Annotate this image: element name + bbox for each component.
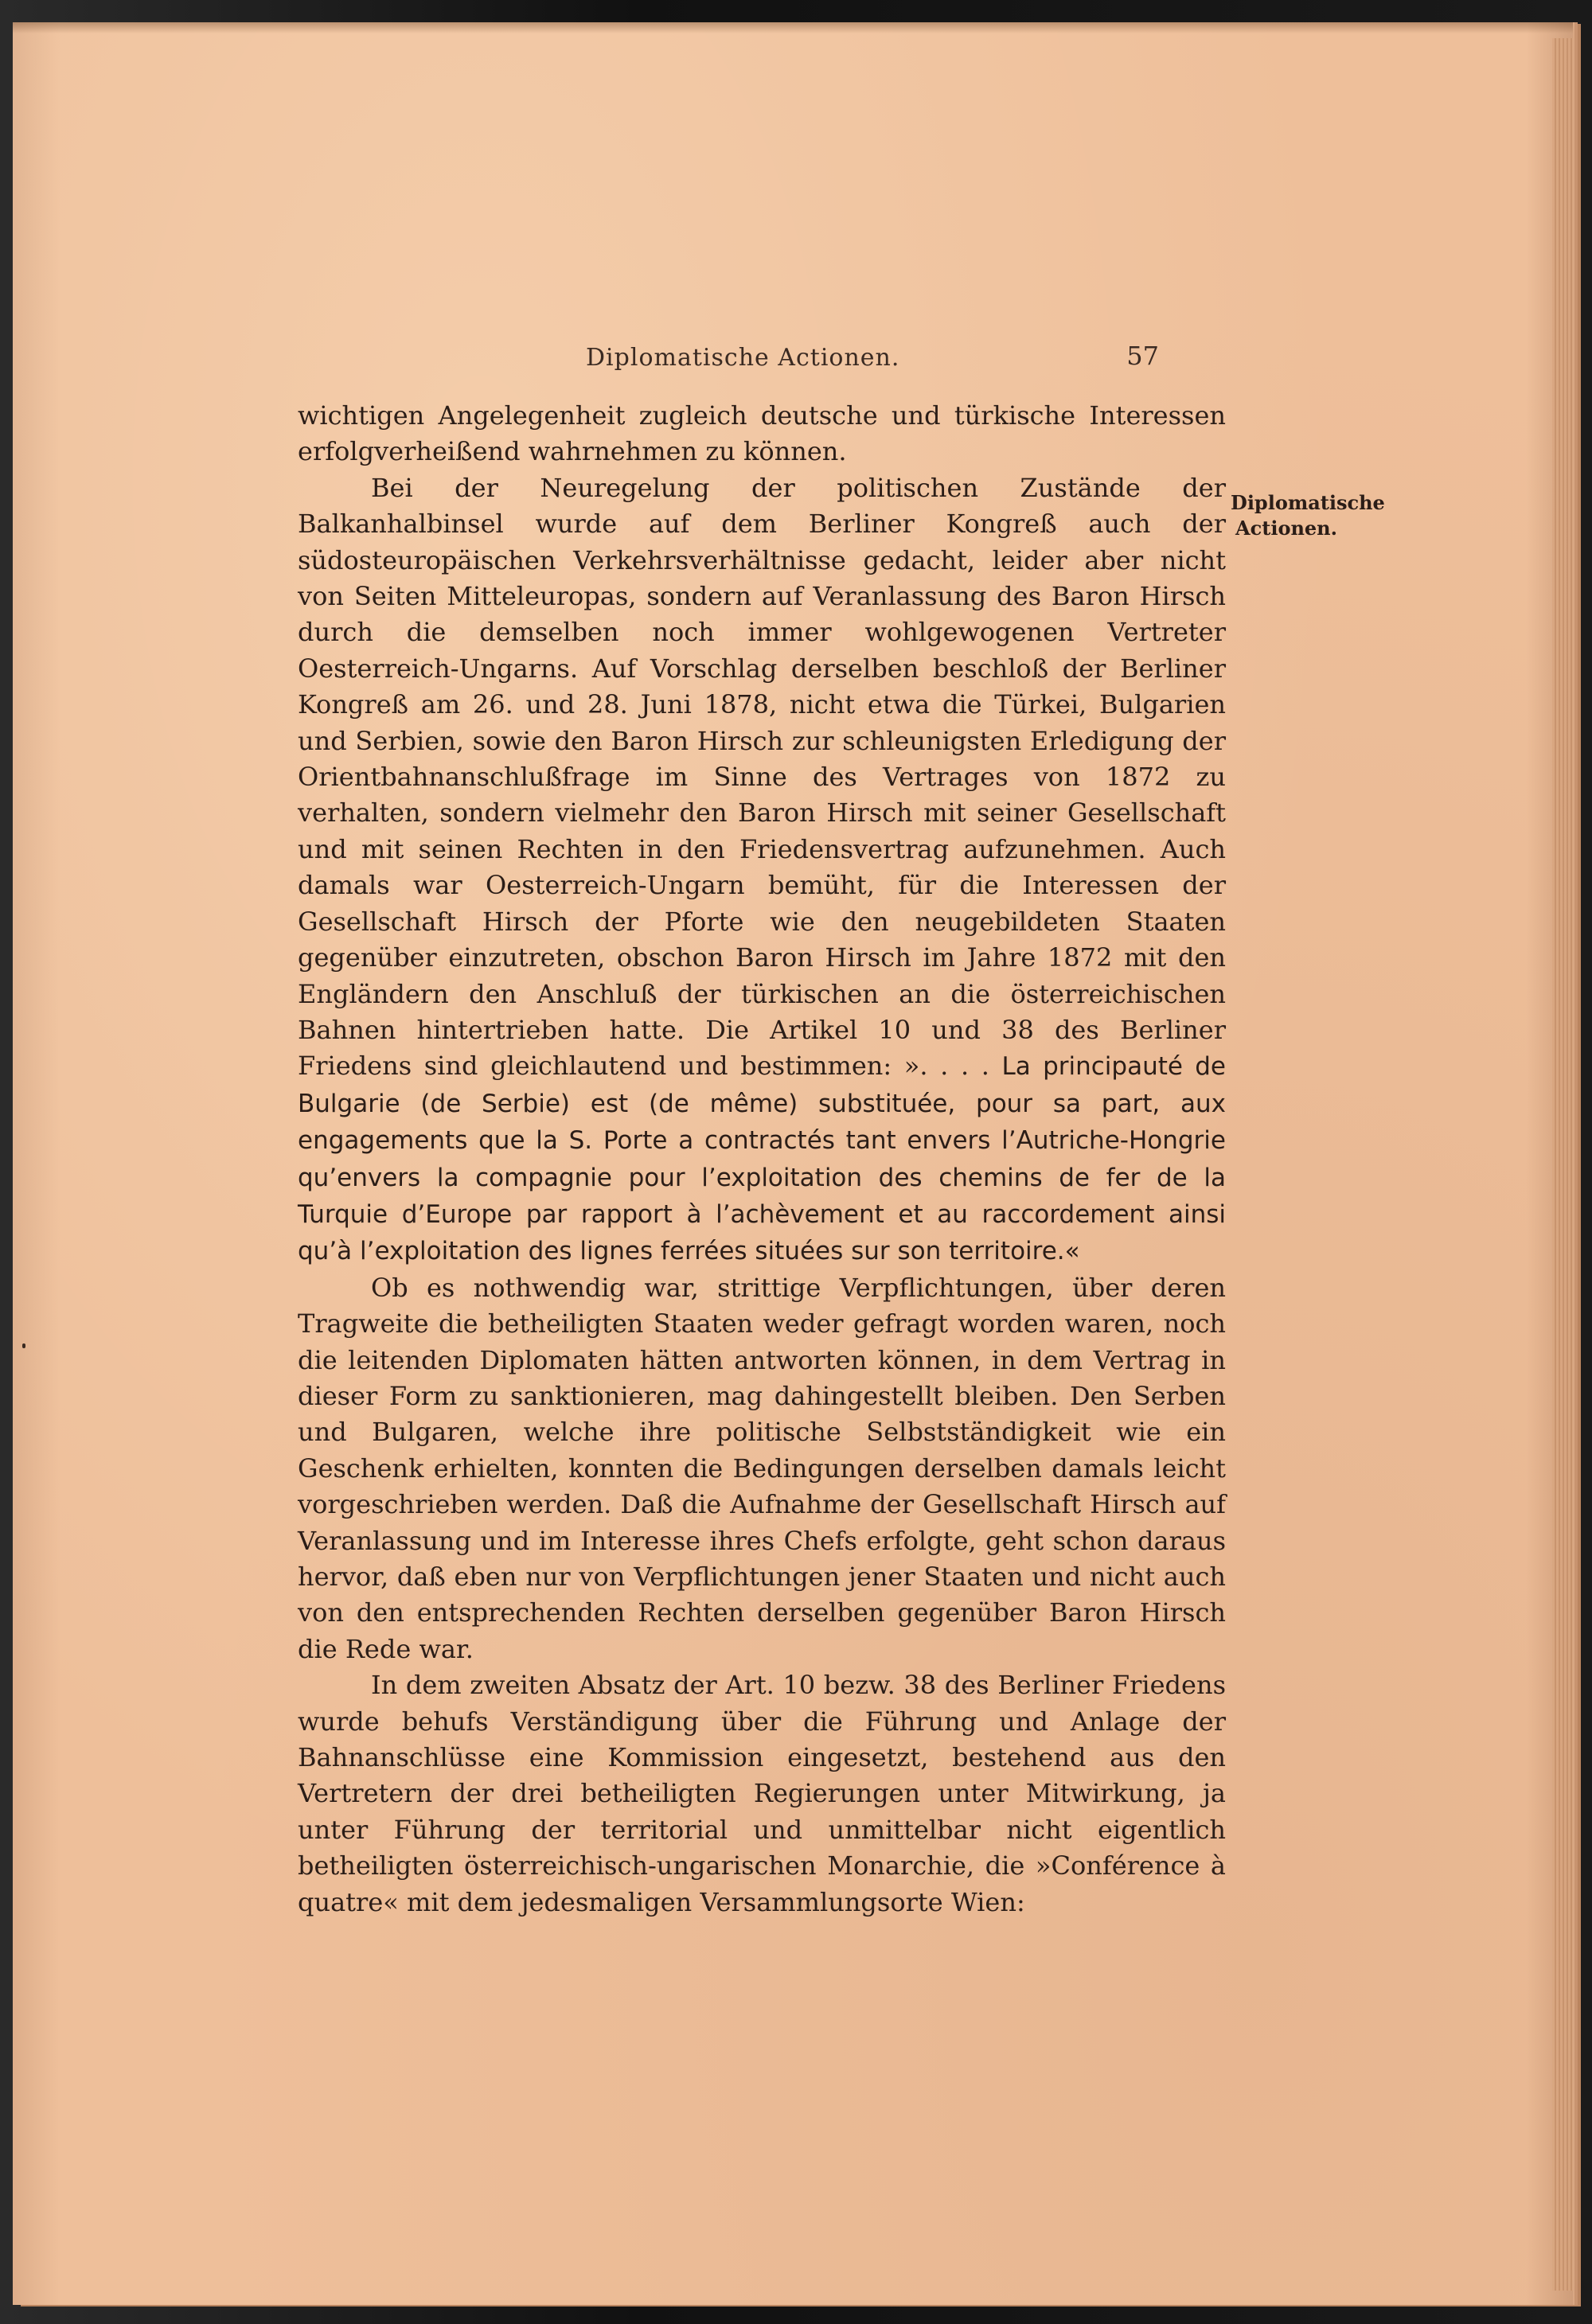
- page-number: 57: [1126, 341, 1159, 371]
- running-title: Diplomatische Actionen.: [586, 344, 900, 372]
- binding-mark: [22, 1343, 25, 1348]
- page-stack-edge: [1552, 38, 1573, 2291]
- paragraph: Ob es nothwendig war, strittige Verpflichtungen, über deren Tragweite die betheiligten Staaten weder gefragt worden waren, noch die leitenden Diplomaten hätten antworten können, in dem Vertrag in dieser Form zu sanktionieren, mag dahingestellt bleiben. Den Serben und Bulgaren, welche ihre politische Selbstständigkeit wie ein Geschenk erhielten, konnten die Bedingungen derselben damals leicht vorgeschrieben werden. Daß die Aufnahme der Gesellschaft Hirsch auf Veranlassung und im Interesse ihres Chefs erfolgte, geht schon daraus hervor, daß eben nur von Verpflichtungen jener Staaten und nicht auch von den entsprechenden Rechten derselben gegenüber Baron Hirsch die Rede war.: [298, 1272, 1226, 1664]
- margin-note: [1231, 490, 1385, 541]
- body-text: [298, 398, 1226, 1920]
- margin-note-line: Diplomatische: [1231, 491, 1385, 514]
- french-quotation: La principauté de Bulgarie (de Serbie) est (de même) substituée, pour sa part, aux engagements que la S. Porte a contractés tant envers l’Autriche-Hongrie qu’envers la compagnie pour l’exploitation des chemins de fer de la Turquie d’Europe par rapport à l’achèvement et au raccordement ainsi qu’à l’exploitation des lignes ferrées situées sur son territoire.«: [298, 1052, 1227, 1266]
- paragraph-text: Bei der Neuregelung der politischen Zustände der Balkanhalbinsel wurde auf dem Berliner Kongreß auch der südosteuropäischen Verkehrsverhältnisse gedacht, leider aber nicht von Seiten Mitteleuropas, sondern auf Veranlassung des Baron Hirsch durch die demselben noch immer wohlgewogenen Vertreter Oesterreich-Ungarns. Auf Vorschlag derselben beschloß der Berliner Kongreß am 26. und 28. Juni 1878, nicht etwa die Türkei, Bulgarien und Serbien, sowie den Baron Hirsch zur schleunigsten Erledigung der Orientbahnanschlußfrage im Sinne des Vertrages von 1872 zu verhalten, sondern vielmehr den Baron Hirsch mit seiner Gesellschaft und mit seinen Rechten in den Friedensvertrag aufzunehmen. Auch damals war Oesterreich-Ungarn bemüht, für die Interessen der Gesellschaft Hirsch der Pforte wie den neugebildeten Staaten gegenüber einzutreten, obschon Baron Hirsch im Jahre 1872 mit den Engländern den Anschluß der türkischen an die österreichischen Bahnen hintertrieben hatte. Die Artikel 10 und 38 des Berliner Friedens sind gleichlautend und bestimmen: ». . . .: [298, 472, 1226, 1082]
- paragraph: wichtigen Angelegenheit zugleich deutsche und türkische Interessen erfolgverheißend wahrnehmen zu können.: [298, 400, 1226, 467]
- page-header: [586, 341, 1159, 376]
- margin-note-line: Actionen.: [1235, 517, 1337, 540]
- paragraph: In dem zweiten Absatz der Art. 10 bezw. 38 des Berliner Friedens wurde behufs Verständigung über die Führung und Anlage der Bahnanschlüsse eine Kommission eingesetzt, bestehend aus den Vertretern der drei betheiligten Regierungen unter Mitwirkung, ja unter Führung der territorial und unmittelbar nicht eigentlich betheiligten österreichisch-ungarischen Monarchie, die »Conférence à quatre« mit dem jedesmaligen Versammlungsorte Wien:: [298, 1670, 1226, 1917]
- book-page: [13, 22, 1573, 2305]
- paragraph: [298, 470, 1226, 1270]
- page-top-edge: [13, 22, 1573, 33]
